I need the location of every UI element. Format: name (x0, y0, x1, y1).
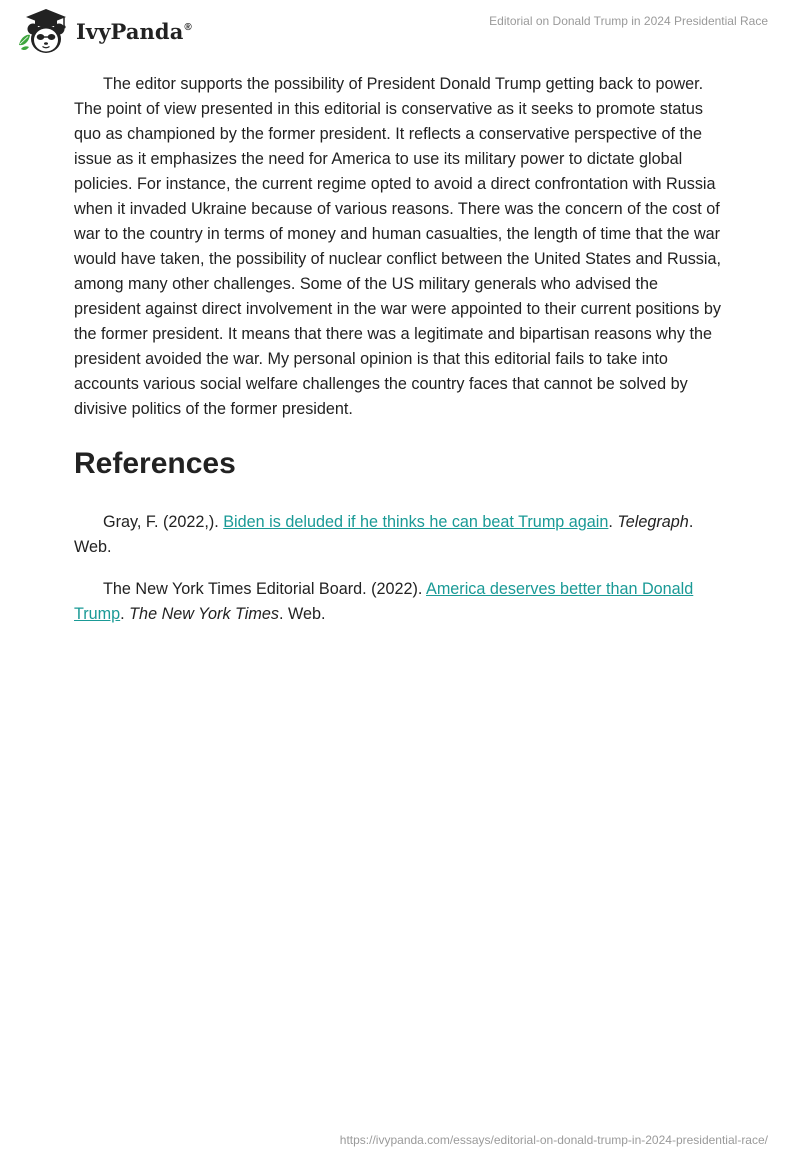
reference-suffix: . Web. (74, 513, 694, 556)
reference-link[interactable]: Biden is deluded if he thinks he can beat Trump again (223, 513, 609, 531)
registered-mark: ® (184, 21, 192, 33)
reference-prefix: Gray, F. (2022,). (103, 513, 224, 531)
references-heading: References (74, 447, 236, 480)
page-header (0, 0, 800, 62)
reference-item (74, 510, 726, 560)
reference-item (74, 577, 726, 627)
reference-suffix: . Web. (278, 605, 326, 623)
reference-link[interactable]: America deserves better than Donald Trump (74, 580, 694, 623)
essay-content (74, 72, 726, 627)
page-url-footer: https://ivypanda.com/essays/editorial-on-donald-trump-in-2024-presidential-race/ (339, 1133, 768, 1147)
reference-separator: . (120, 605, 130, 623)
ivypanda-logo[interactable] (16, 8, 192, 56)
body-paragraph: The editor supports the possibility of President Donald Trump getting back to power. The point of view presented in this editorial is conservative as it seeks to promote status quo as championed by the former president. It reflects a conservative perspective of the issue as it emphasizes the need for America to use its military power to dictate global policies. For instance, the current regime opted to avoid a direct confrontation with Russia when it invaded Ukraine because of various reasons. There was the concern of the cost of war to the country in terms of money and human casualties, the length of time that the war would have taken, the possibility of nuclear conflict between the United States and Russia, among many other challenges. Some of the US military generals who advised the president against direct involvement in the war were appointed to their current positions by the former president. It means that there was a legitimate and bipartisan reasons why the president avoided the war. My personal opinion is that this editorial fails to take into accounts various social welfare challenges the country faces that cannot be solved by divisive politics of the former president. (74, 75, 721, 418)
logo-wordmark: IvyPanda® (76, 18, 192, 44)
reference-prefix: The New York Times Editorial Board. (2022). (103, 580, 427, 598)
reference-separator: . (608, 513, 618, 531)
document-title: Editorial on Donald Trump in 2024 Presidential Race (489, 14, 768, 28)
reference-source: Telegraph (617, 513, 689, 531)
panda-graduation-cap-icon (16, 8, 72, 56)
reference-source: The New York Times (129, 605, 279, 623)
